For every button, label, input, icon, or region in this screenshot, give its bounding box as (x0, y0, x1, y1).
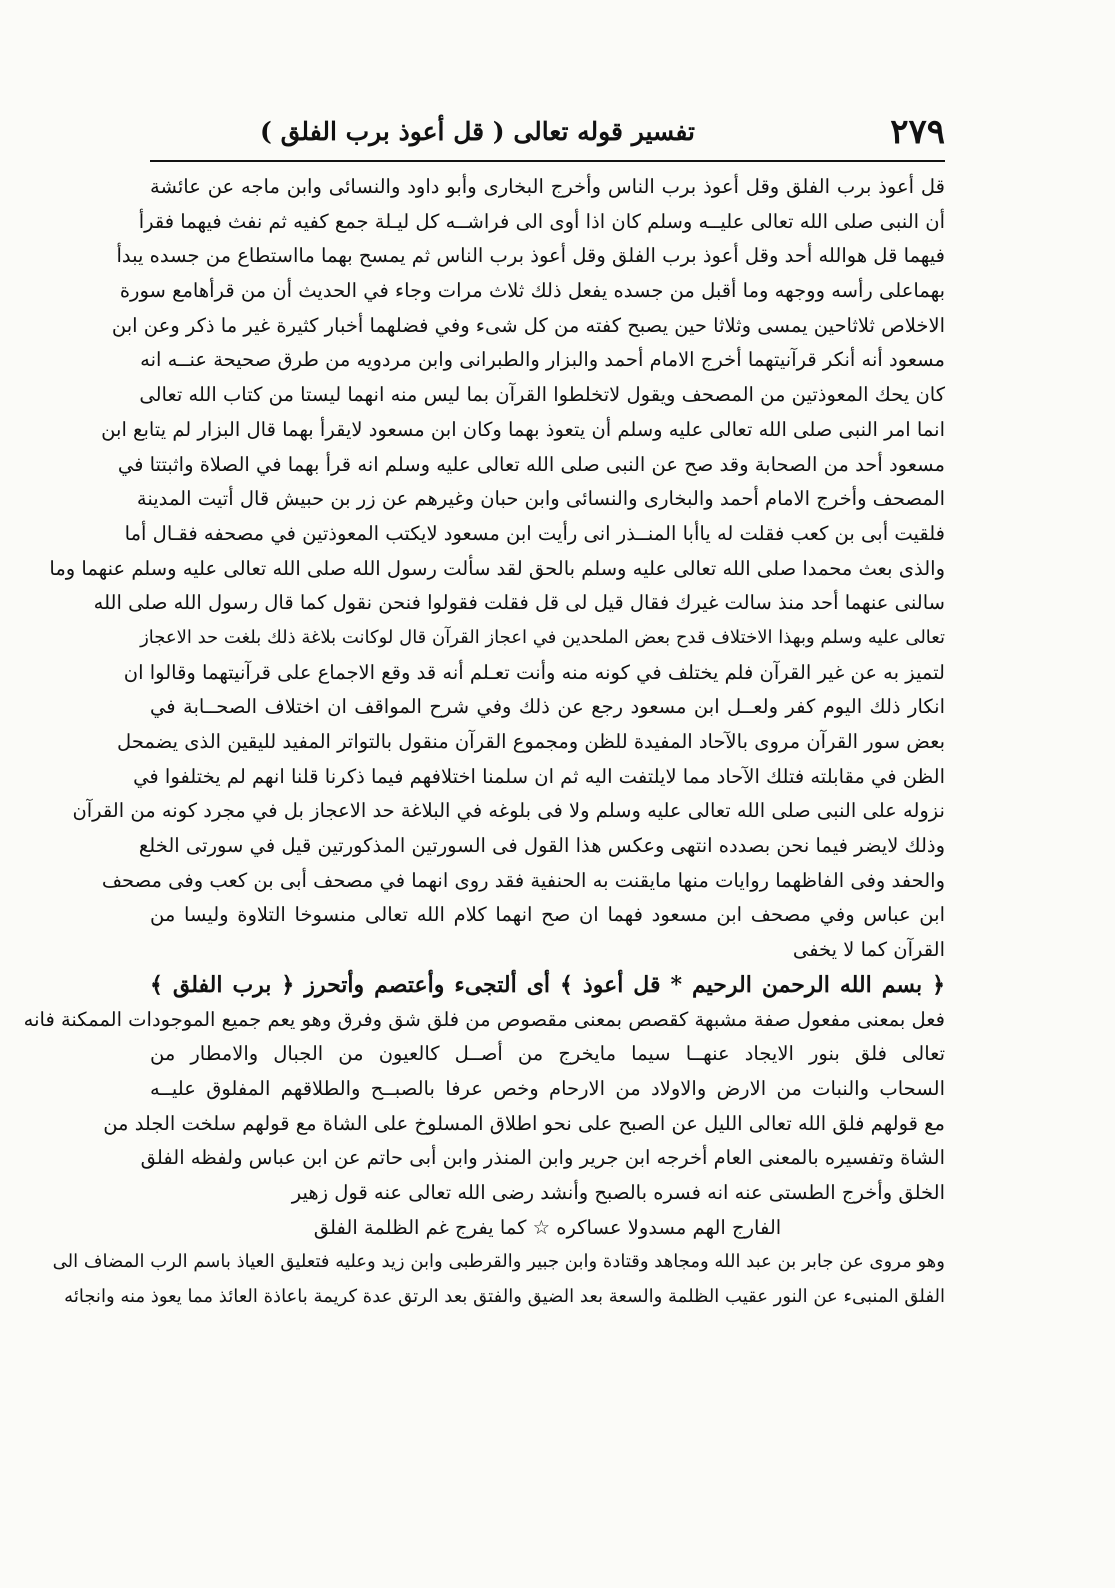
text-line: وذلك لايضر فيما نحن بصدده انتهى وعكس هذا القول فى السورتين المذكورتين قيل في سورتى الخلع (138, 834, 945, 858)
text-line: فلقيت أبى بن كعب فقلت له ياأبا المنــذر انى رأيت ابن مسعود لايكتب المعوذتين في مصحفه فقـال أما (124, 521, 945, 545)
text-line: سالنى عنهما أحد منذ سالت غيرك فقال قيل لى قل فقلت فقولوا فنحن نقول كما قال رسول الله صلى الله (93, 591, 945, 615)
text-line: ابن عباس وفي مصحف ابن مسعود فهما ان صح انهما كلام الله تعالى منسوخا التلاوة وليسا من (150, 903, 945, 927)
header-rule (150, 160, 945, 162)
text-line: مسعود أحد من الصحابة وقد صح عن النبى صلى الله تعالى عليه وسلم انه قرأ بهما في الصلاة واثبتتا في (117, 452, 945, 476)
text-line: الفلق المنبىء عن النور عقيب الظلمة والسعة بعد الضيق والفتق بعد الرتق عدة كريمة باعاذة العائذ مما يعوذ منه وانجائه (64, 1286, 945, 1307)
verse-heading: ﴿ بسم الله الرحمن الرحيم * قل أعوذ ﴾ أى ألتجىء وأعتصم وأتحرز ﴿ برب الفلق ﴾ (150, 971, 945, 998)
text-line: فعل بمعنى مفعول صفة مشبهة كقصص بمعنى مقصوص من فلق شق وفرق وهو يعم جميع الموجودات الممكنة فانه (23, 1007, 945, 1031)
text-line: الاخلاص ثلاثاحين يمسى وثلاثا حين يصبح كفته من كل شىء وفي فضلهما أخبار كثيرة غير ما ذكر وعن ابن (111, 313, 945, 337)
text-line: الخلق وأخرج الطستى عنه انه فسره بالصبح وأنشد رضى الله تعالى عنه قول زهير (291, 1180, 945, 1204)
text-line: السحاب والنبات من الارض والاولاد من الارحام وخص عرفا بالصبــح والطلاقهم المفلوق عليــه (150, 1076, 945, 1100)
text-line: مع قولهم فلق الله تعالى الليل عن الصبح على نحو اطلاق المسلوخ على الشاة مع قولهم سلخت الجلد من (103, 1111, 945, 1135)
text-line: فيهما قل هوالله أحد وقل أعوذ برب الفلق وقل أعوذ برب الناس ثم يمسح بهما مااستطاع من جسده يبدأ (116, 244, 945, 268)
text-line: وهو مروى عن جابر بن عبد الله ومجاهد وقتادة وابن جبير والقرطبى وابن زيد وعليه فتعليق العياذ باسم الرب المضاف الى (52, 1251, 945, 1273)
text-line: كان يحك المعوذتين من المصحف ويقول لاتخلطوا القرآن بما ليس منه انهما ليستا من كتاب الله تعالى (139, 383, 945, 407)
text-line: الظن في مقابلته فتلك الآحاد مما لايلتفت اليه ثم ان سلمنا اختلافهم فيما ذكرنا قلنا انهم لم يختلفوا في (133, 764, 945, 788)
text-line: والذى بعث محمدا صلى الله تعالى عليه وسلم بالحق لقد سألت رسول الله صلى الله تعالى عليه وسلم عنهما وما (49, 556, 945, 580)
text-line: لتميز به عن غير القرآن فلم يختلف في كونه منه وأنت تعـلم أنه قد وقع الاجماع على قرآنيتهما وقالوا ان (123, 660, 945, 684)
text-line: انما امر النبى صلى الله تعالى عليه وسلم أن يتعوذ بهما وكان ابن مسعود لايقرأ بهما قال البزار لم يتابع ابن (101, 417, 945, 441)
text-line: انكار ذلك اليوم كفر ولعــل ابن مسعود رجع عن ذلك وفي شرح المواقف ان اختلاف الصحــابة في (150, 695, 945, 719)
text-line: الشاة وتفسيره بالمعنى العام أخرجه ابن جرير وابن المنذر وابن أبى حاتم عن ابن عباس ولفظه الفلق (140, 1146, 945, 1170)
text-line: والحفد وفى الفاظهما روايات منها مايقنت به الحنفية فقد روى انهما في مصحف أبى بن كعب وفى مصحف (101, 868, 945, 892)
text-line: تعالى عليه وسلم وبهذا الاختلاف قدح بعض الملحدين في اعجاز القرآن قال لوكانت بلاغة ذلك بلغت حد الاعجاز (140, 626, 945, 648)
running-title: تفسير قوله تعالى ( قل أعوذ برب الفلق ) (260, 117, 695, 146)
text-line: القرآن كما لا يخفى (792, 938, 945, 962)
page-body (23, 170, 945, 1315)
page-number: ٢٧٩ (890, 112, 945, 152)
text-line: مسعود أنه أنكر قرآنيتهما أخرج الامام أحمد والبزار والطبرانى وابن مردويه من طرق صحيحة عنــه انه (140, 348, 945, 372)
text-line: نزوله على النبى صلى الله تعالى عليه وسلم ولا فى بلوغه في البلاغة حد الاعجاز بل في مجرد كونه من القرآن (72, 799, 945, 823)
text-line: بهماعلى رأسه ووجهه وما أقبل من جسده يفعل ذلك ثلاث مرات وجاء في الحديث أن من قرأهامع سورة (119, 279, 945, 303)
text-line: بعض سور القرآن مروى بالآحاد المفيدة للظن ومجموع القرآن منقول بالتواتر المفيد لليقين الذى يضمحل (117, 730, 945, 753)
poem-verse: الفارج الهم مسدولا عساكره ☆ كما يفرج غم الظلمة الفلق (313, 1215, 782, 1239)
page-header (150, 108, 945, 156)
text-line: قل أعوذ برب الفلق وقل أعوذ برب الناس وأخرج البخارى وأبو داود والنسائى وابن ماجه عن عائشة (150, 175, 945, 198)
text-line: أن النبى صلى الله تعالى عليــه وسلم كان اذا أوى الى فراشــه كل ليـلة جمع كفيه ثم نفث فيهما فقرأ (138, 209, 945, 233)
text-line: تعالى فلق بنور الايجاد عنهــا سيما مايخرج من أصــل كالعيون من الجبال والامطار من (150, 1042, 945, 1066)
text-line: المصحف وأخرج الامام أحمد والبخارى والنسائى وابن حبان وغيرهم عن زر بن حبيش قال أتيت المدينة (136, 487, 945, 511)
